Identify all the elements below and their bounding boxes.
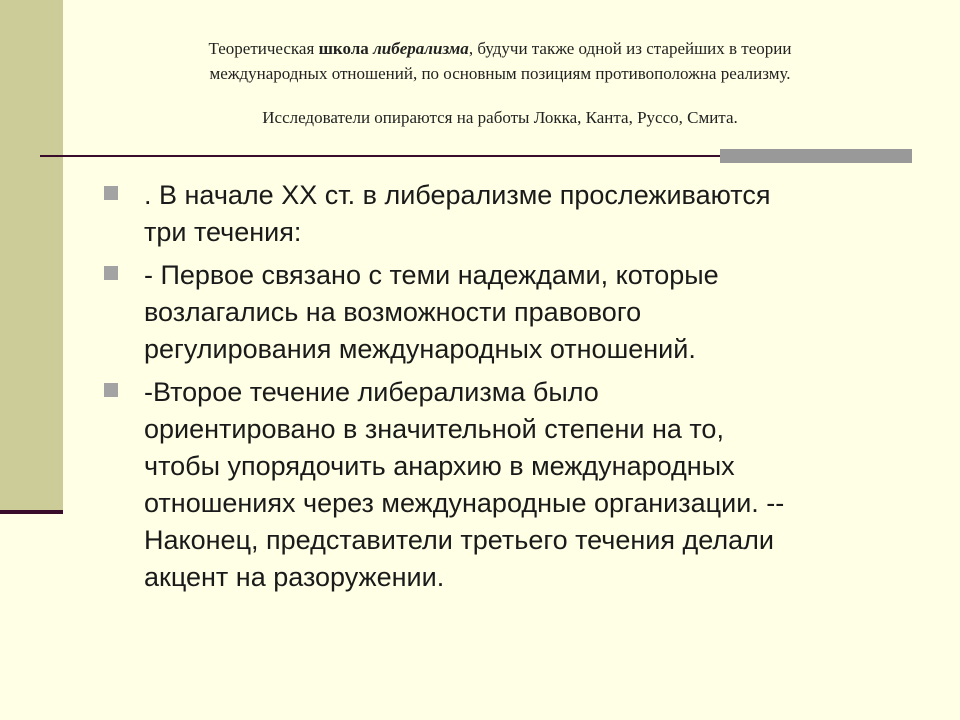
- bullet-3-line-1: -Второе течение либерализма было: [144, 377, 599, 407]
- square-bullet-icon: [104, 266, 118, 280]
- title-divider-accent: [720, 149, 912, 163]
- title-gap: [64, 86, 936, 105]
- bullet-1-line-1: . В начале XX ст. в либерализме прослеживаются: [144, 180, 771, 210]
- square-bullet-icon: [104, 186, 118, 200]
- bullet-2-line-1: - Первое связано с теми надеждами, которые: [144, 260, 719, 290]
- slide-title: [64, 36, 936, 130]
- title-text-pre: Теоретическая: [208, 39, 319, 58]
- title-line-3: Исследователи опираются на работы Локка, Канта, Руссо, Смита.: [262, 108, 738, 127]
- bullet-item-2: [102, 257, 922, 368]
- bullet-3-line-4: отношениях через международные организации. --: [144, 488, 785, 518]
- bullet-3-line-2: ориентировано в значительной степени на то,: [144, 414, 724, 444]
- bullet-item-1: [102, 177, 922, 251]
- title-text-bold-italic: либерализма: [373, 39, 469, 58]
- bullet-1-line-2: три течения:: [144, 217, 302, 247]
- left-decor-band: [0, 0, 63, 512]
- title-line-1: [64, 36, 936, 61]
- title-text-bold: школа: [318, 39, 374, 58]
- bullet-list: [102, 177, 922, 602]
- bullet-3-line-6: акцент на разоружении.: [144, 562, 445, 592]
- bullet-3-line-3: чтобы упорядочить анархию в международных: [144, 451, 735, 481]
- bullet-2-line-3: регулирования международных отношений.: [144, 334, 696, 364]
- square-bullet-icon: [104, 383, 118, 397]
- title-line-2: международных отношений, по основным позициям противоположна реализму.: [209, 64, 791, 83]
- bullet-3-line-5: Наконец, представители третьего течения делали: [144, 525, 774, 555]
- bullet-item-3: [102, 374, 922, 596]
- left-decor-line: [0, 510, 63, 514]
- title-text-post: , будучи также одной из старейших в теории: [468, 39, 792, 58]
- bullet-2-line-2: возлагались на возможности правового: [144, 297, 642, 327]
